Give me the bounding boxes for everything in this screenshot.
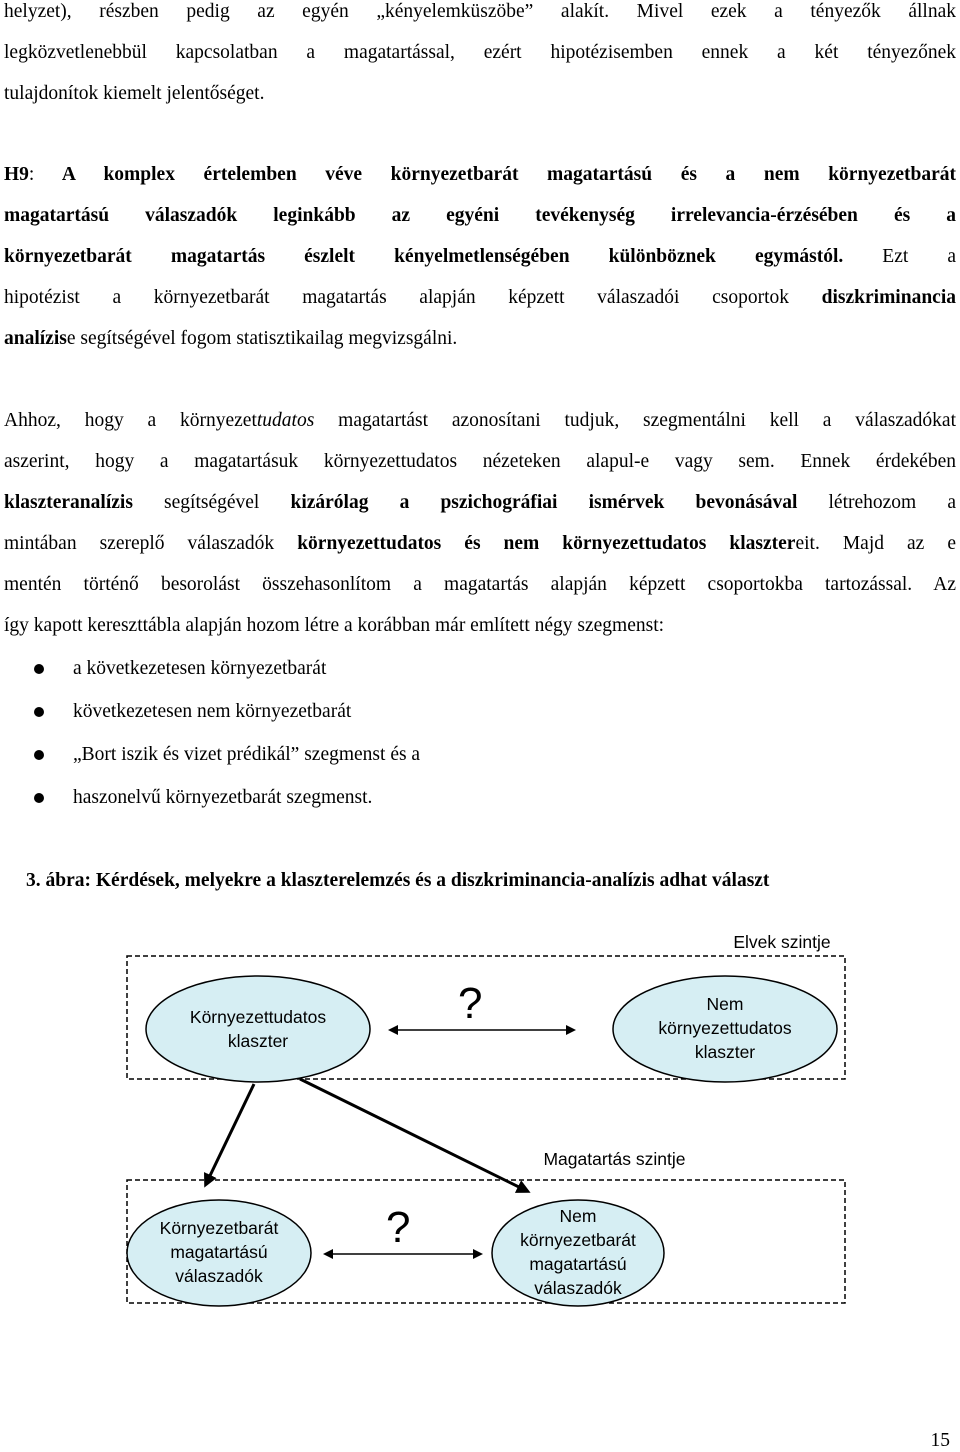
hypothesis-rest-5: e segítségével fogom statisztikailag megvizsgálni. [66, 328, 458, 349]
segment-text-4c: eit. Majd az e [795, 533, 956, 554]
resp-non-eco-line-4: válaszadók [534, 1278, 622, 1298]
hypothesis-plain-4: hipotézist a környezetbarát magatartás alapján képzett válaszadói csoportok [4, 287, 822, 308]
arrow-eco-to-resp [206, 1084, 254, 1184]
resp-non-eco-line-1: Nem [559, 1206, 597, 1226]
hypothesis-rest-3: Ezt a [843, 246, 957, 267]
segment-text-1b: tudatos [256, 410, 315, 431]
question-mark-values: ? [458, 979, 483, 1028]
page-number: 15 [930, 1430, 950, 1451]
cluster-eco-line-2: klaszter [227, 1031, 289, 1051]
figure-caption: 3. ábra: Kérdések, melyekre a klaszterelemzés és a diszkriminancia-analízis adhat választ [26, 870, 770, 891]
resp-eco-line-2: magatartású [170, 1242, 268, 1262]
arrow-eco-to-non-eco-resp [300, 1079, 527, 1191]
resp-eco-label [129, 1216, 309, 1288]
list-item: következetesen nem környezetbarát [73, 701, 352, 722]
list-item: haszonelvű környezetbarát szegmenst. [73, 787, 373, 808]
intro-line-1: helyzet), részben pedig az egyén „kényelemküszöbe” alakít. Mivel ezek a tényezők állnak [4, 1, 956, 22]
cluster-non-eco-line-1: Nem [706, 994, 744, 1014]
resp-non-eco-line-2: környezetbarát [520, 1230, 636, 1250]
hypothesis-colon: : [28, 164, 35, 185]
hypothesis-bold-5: analízis [4, 328, 67, 349]
values-level-label: Elvek szintje [733, 932, 831, 952]
list-item: „Bort iszik és vizet prédikál” szegmenst és a [73, 744, 421, 765]
hypothesis-bold-3: környezetbarát magatartás észlelt kényelmetlenségében különböznek egymástól. [4, 246, 844, 267]
segment-text-3a: klaszteranalízis [4, 492, 133, 513]
resp-eco-line-3: válaszadók [175, 1266, 263, 1286]
intro-line-2: legközvetlenebbül kapcsolatban a magatartással, ezért hipotézisemben ennek a két tényezőnek [4, 42, 956, 63]
resp-eco-line-1: Környezetbarát [159, 1218, 279, 1238]
cluster-eco-label [158, 1005, 358, 1053]
segment-line-2: aszerint, hogy a magatartásuk környezettudatos nézeteken alapul-e vagy sem. Ennek érdekében [4, 451, 956, 472]
list-item: a következetesen környezetbarát [73, 658, 327, 679]
hypothesis-bold-4: diszkriminancia [821, 287, 956, 308]
cluster-non-eco-label [625, 992, 825, 1064]
segment-text-1a: Ahhoz, hogy a környezet [4, 410, 257, 431]
cluster-eco-line-1: Környezettudatos [189, 1007, 327, 1027]
hypothesis-text-1: A komplex értelemben véve környezetbarát magatartású és a nem környezetbarát [34, 164, 956, 185]
resp-non-eco-line-3: magatartású [529, 1254, 627, 1274]
segment-text-3b: segítségével [132, 492, 291, 513]
cluster-non-eco-line-3: klaszter [694, 1042, 756, 1062]
behavior-level-label: Magatartás szintje [543, 1149, 686, 1169]
hypothesis-label: H9 [4, 164, 29, 185]
intro-line-3: tulajdonítok kiemelt jelentőséget. [4, 83, 265, 104]
segment-text-4a: mintában szereplő válaszadók [4, 533, 298, 554]
resp-non-eco-label [488, 1204, 668, 1300]
segment-text-1c: magatartást azonosítani tudjuk, szegmentálni kell a válaszadókat [314, 410, 956, 431]
segment-line-5: mentén történő besorolást összehasonlítom a magatartás alapján képzett csoportokba tartozással. Az [4, 574, 956, 595]
segment-line-6: így kapott kereszttábla alapján hozom létre a korábban már említett négy szegmenst: [4, 615, 665, 636]
question-mark-behavior: ? [386, 1203, 411, 1252]
segment-text-4b: környezettudatos és nem környezettudatos klaszter [297, 533, 796, 554]
segment-text-3c: kizárólag a pszichográfiai ismérvek bevonásával [290, 492, 798, 513]
segment-text-3d: létrehozom a [797, 492, 956, 513]
hypothesis-line-2: magatartású válaszadók leginkább az egyéni tevékenység irrelevancia-érzésében és a [4, 205, 956, 226]
cluster-non-eco-line-2: környezettudatos [658, 1018, 792, 1038]
